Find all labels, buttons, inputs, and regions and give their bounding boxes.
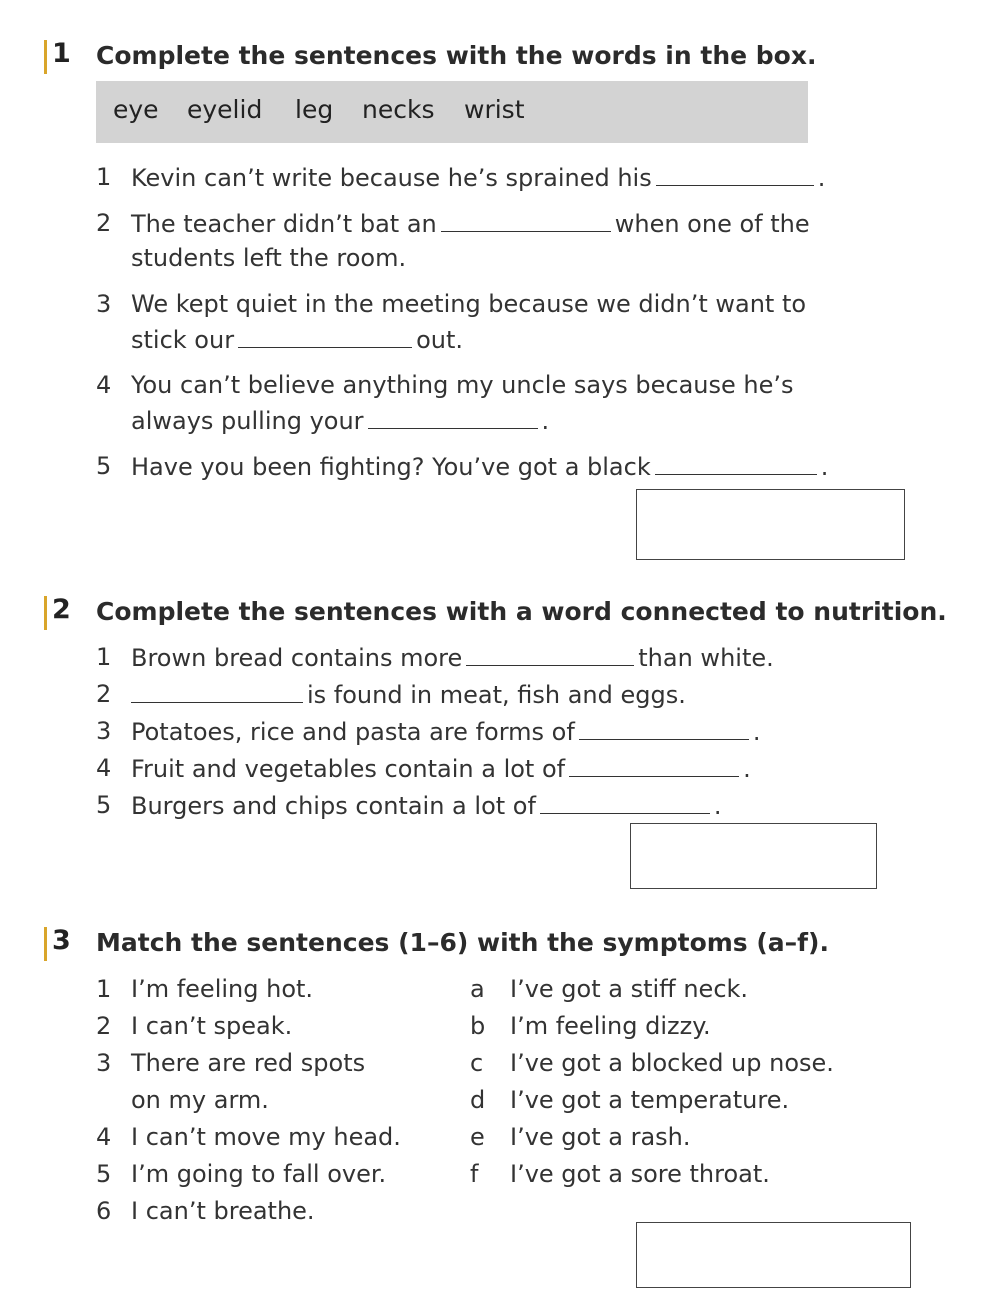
item-number: 3 <box>96 717 112 745</box>
sentence-text: . <box>743 755 751 783</box>
sentence-text: Burgers and chips contain a lot of <box>131 792 536 820</box>
answer-blank[interactable] <box>238 325 412 348</box>
item-number: 5 <box>96 452 112 480</box>
sentence-text: The teacher didn’t bat an <box>131 210 437 238</box>
symptom: I’ve got a stiff neck. <box>510 975 749 1003</box>
item-letter: a <box>470 975 485 1003</box>
answer-blank[interactable] <box>466 643 634 666</box>
answer-blank[interactable] <box>656 163 814 186</box>
sentence-text: always pulling your <box>131 407 364 435</box>
item-number: 1 <box>96 643 112 671</box>
sentence-text: is found in meat, fish and eggs. <box>307 681 686 709</box>
answer-blank[interactable] <box>655 452 817 475</box>
word-box-word: eyelid <box>187 95 263 124</box>
sentence-text: Have you been fighting? You’ve got a black <box>131 453 651 481</box>
sentence <box>131 643 774 672</box>
match-sentence: I’m feeling hot. <box>131 975 314 1003</box>
sentence <box>131 717 760 746</box>
item-number: 2 <box>96 209 112 237</box>
sentence-text: Fruit and vegetables contain a lot of <box>131 755 566 783</box>
score-box[interactable] <box>636 1222 911 1288</box>
sentence-text: Potatoes, rice and pasta are forms of <box>131 718 575 746</box>
item-number: 5 <box>96 1160 112 1188</box>
sentence-text: . <box>541 407 550 435</box>
answer-blank[interactable] <box>540 791 710 814</box>
symptom: I’ve got a sore throat. <box>510 1160 770 1188</box>
word-box-word: wrist <box>464 95 525 124</box>
sentence-text: stick our <box>131 326 235 354</box>
item-number: 1 <box>96 163 112 191</box>
sentence-text: students left the room. <box>131 244 407 272</box>
match-sentence: on my arm. <box>131 1086 269 1114</box>
item-letter: d <box>470 1086 486 1114</box>
word-box-word: necks <box>362 95 435 124</box>
item-number: 2 <box>96 1012 112 1040</box>
item-number: 1 <box>96 975 112 1003</box>
sentence <box>131 209 810 238</box>
sentence-text: when one of the <box>614 210 810 238</box>
answer-blank[interactable] <box>569 754 739 777</box>
exercise-marker <box>44 927 47 961</box>
exercise-1-number: 1 <box>52 38 71 69</box>
sentence-text: . <box>820 453 829 481</box>
score-box[interactable] <box>636 489 905 560</box>
match-sentence: I can’t move my head. <box>131 1123 401 1151</box>
item-number: 4 <box>96 754 112 782</box>
sentence-text: Kevin can’t write because he’s sprained his <box>131 164 652 192</box>
exercise-3-number: 3 <box>52 925 71 956</box>
answer-blank[interactable] <box>441 209 611 232</box>
item-number: 5 <box>96 791 112 819</box>
sentence-text: You can’t believe anything my uncle says because he’s <box>131 371 794 399</box>
match-sentence: I can’t breathe. <box>131 1197 315 1225</box>
sentence <box>131 325 463 354</box>
answer-blank[interactable] <box>131 680 303 703</box>
match-sentence: There are red spots <box>131 1049 366 1077</box>
item-number: 3 <box>96 290 112 318</box>
exercise-2-instruction: Complete the sentences with a word connected to nutrition. <box>96 597 947 626</box>
item-number: 4 <box>96 1123 112 1151</box>
match-sentence: I can’t speak. <box>131 1012 293 1040</box>
exercise-marker <box>44 40 47 74</box>
sentence <box>131 680 686 709</box>
sentence-text: . <box>817 164 826 192</box>
sentence-text: out. <box>416 326 464 354</box>
match-sentence: I’m going to fall over. <box>131 1160 387 1188</box>
answer-blank[interactable] <box>368 406 538 429</box>
exercise-marker <box>44 596 47 630</box>
sentence-text: . <box>752 718 761 746</box>
sentence-text: We kept quiet in the meeting because we didn’t want to <box>131 290 807 318</box>
score-box[interactable] <box>630 823 877 889</box>
answer-blank[interactable] <box>579 717 749 740</box>
item-number: 2 <box>96 680 112 708</box>
exercise-2-number: 2 <box>52 594 71 625</box>
sentence <box>131 452 828 481</box>
word-box-word: leg <box>295 95 334 124</box>
symptom: I’ve got a temperature. <box>510 1086 790 1114</box>
sentence-text: than white. <box>638 644 774 672</box>
sentence <box>131 754 751 783</box>
item-number: 3 <box>96 1049 112 1077</box>
sentence <box>131 791 722 820</box>
word-box-word: eye <box>113 95 159 124</box>
exercise-1-instruction: Complete the sentences with the words in the box. <box>96 41 817 70</box>
item-letter: b <box>470 1012 486 1040</box>
item-letter: e <box>470 1123 485 1151</box>
exercise-3-instruction: Match the sentences (1–6) with the symptoms (a–f). <box>96 928 829 957</box>
symptom: I’ve got a blocked up nose. <box>510 1049 834 1077</box>
sentence <box>131 163 825 192</box>
item-letter: f <box>470 1160 479 1188</box>
sentence-text: Brown bread contains more <box>131 644 463 672</box>
item-number: 4 <box>96 371 112 399</box>
item-number: 6 <box>96 1197 112 1225</box>
sentence <box>131 406 549 435</box>
item-letter: c <box>470 1049 484 1077</box>
symptom: I’ve got a rash. <box>510 1123 691 1151</box>
sentence-text: . <box>713 792 722 820</box>
symptom: I’m feeling dizzy. <box>510 1012 711 1040</box>
